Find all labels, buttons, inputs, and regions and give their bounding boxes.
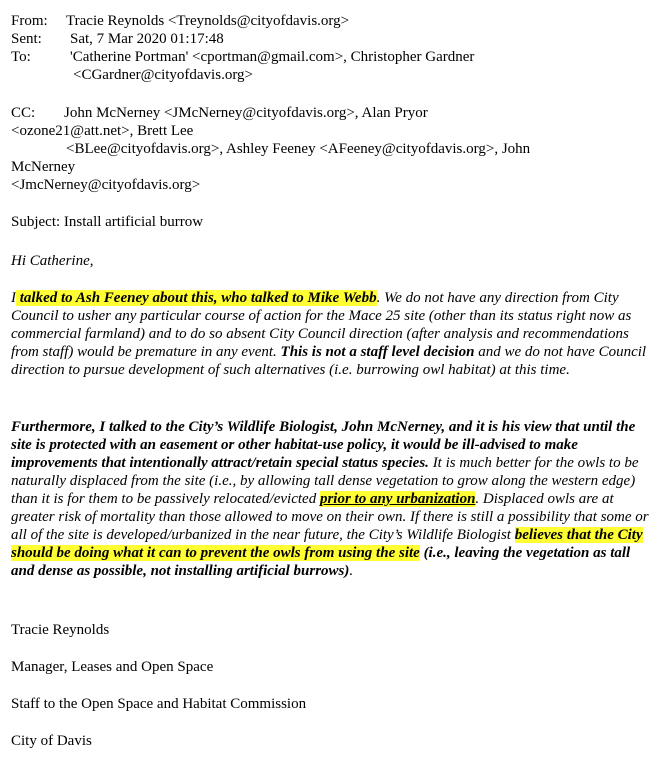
cc-value-line3: <BLee@cityofdavis.org>, Ashley Feeney <AFeeney@cityofdavis.org>, John [66,141,531,157]
p2-text-2: . Displaced owls are at greater risk of mortality than those allowed to move on their own. If there is still a possibility that some or all of the site is developed/urbanized in the near future, the City’s Wildlife Biologist [11,491,649,543]
cc-value-line2: <ozone21@att.net>, Brett Lee [11,123,194,139]
p2-bold-end: (i.e., leaving the vegetation as tall and dense as possible, not installing artificial burrows) [11,545,631,579]
subject-line: Subject: Install artificial burrow [11,214,204,230]
from-value: Tracie Reynolds <Treynolds@cityofdavis.org> [66,13,350,29]
p1-start: I [11,290,16,306]
p2-period: . [349,563,354,579]
sent-label: Sent: [11,31,42,47]
from-line [11,12,349,30]
signature-name: Tracie Reynolds [11,622,110,638]
cc-label: CC: [11,105,36,121]
cc-value-line5: <JmcNerney@cityofdavis.org> [11,177,201,193]
paragraph-1 [11,289,651,379]
to-value-line2: <CGardner@cityofdavis.org> [73,67,253,83]
from-label: From: [11,13,48,29]
greeting: Hi Catherine, [11,253,94,269]
signature-org: City of Davis [11,733,92,749]
p1-text: . We do not have any direction from City Council to usher any particular course of action for the Mace 25 site (other than its status right now as commercial farmland) and to do so absent City Council direction (after analysis and recommendations from staff) would be premature in any event. [11,290,632,360]
p2-text-1: It is much better for the owls to be naturally displaced from the site (i.e., by allowing tall dense vegetation to grow along the western edge) than it is for them to be passively relocated/evicted [11,455,639,507]
paragraph-2 [11,418,651,580]
cc-value-line4: McNerney [11,159,76,175]
p2-highlight-1: prior to any urbanization [319,491,476,507]
p1-bold: This is not a staff level decision [280,344,475,360]
signature-title: Manager, Leases and Open Space [11,659,214,675]
sent-line [11,30,224,48]
to-label: To: [11,49,31,65]
p1-highlight: talked to Ash Feeney about this, who talked to Mike Webb [16,290,377,306]
cc-line [11,104,428,122]
p2-highlight-2: believes that the City should be doing what it can to prevent the owls from using the site [11,527,643,561]
signature-role: Staff to the Open Space and Habitat Commission [11,696,307,712]
to-line [11,48,474,66]
sent-value: Sat, 7 Mar 2020 01:17:48 [70,31,224,47]
p1-end: and we do not have Council direction to pursue development of such alternatives (i.e. burrowing owl habitat) at this time. [11,344,647,378]
to-value-line1: 'Catherine Portman' <cportman@gmail.com>, Christopher Gardner [70,49,475,65]
p2-bold-intro: Furthermore, I talked to the City’s Wildlife Biologist, John McNerney, and it is his view that until the site is protected with an easement or other habitat-use policy, it would be ill-advised to make improvements that intentionally attract/retain special status species. [11,419,636,471]
cc-value-line1: John McNerney <JMcNerney@cityofdavis.org>, Alan Pryor [64,105,428,121]
